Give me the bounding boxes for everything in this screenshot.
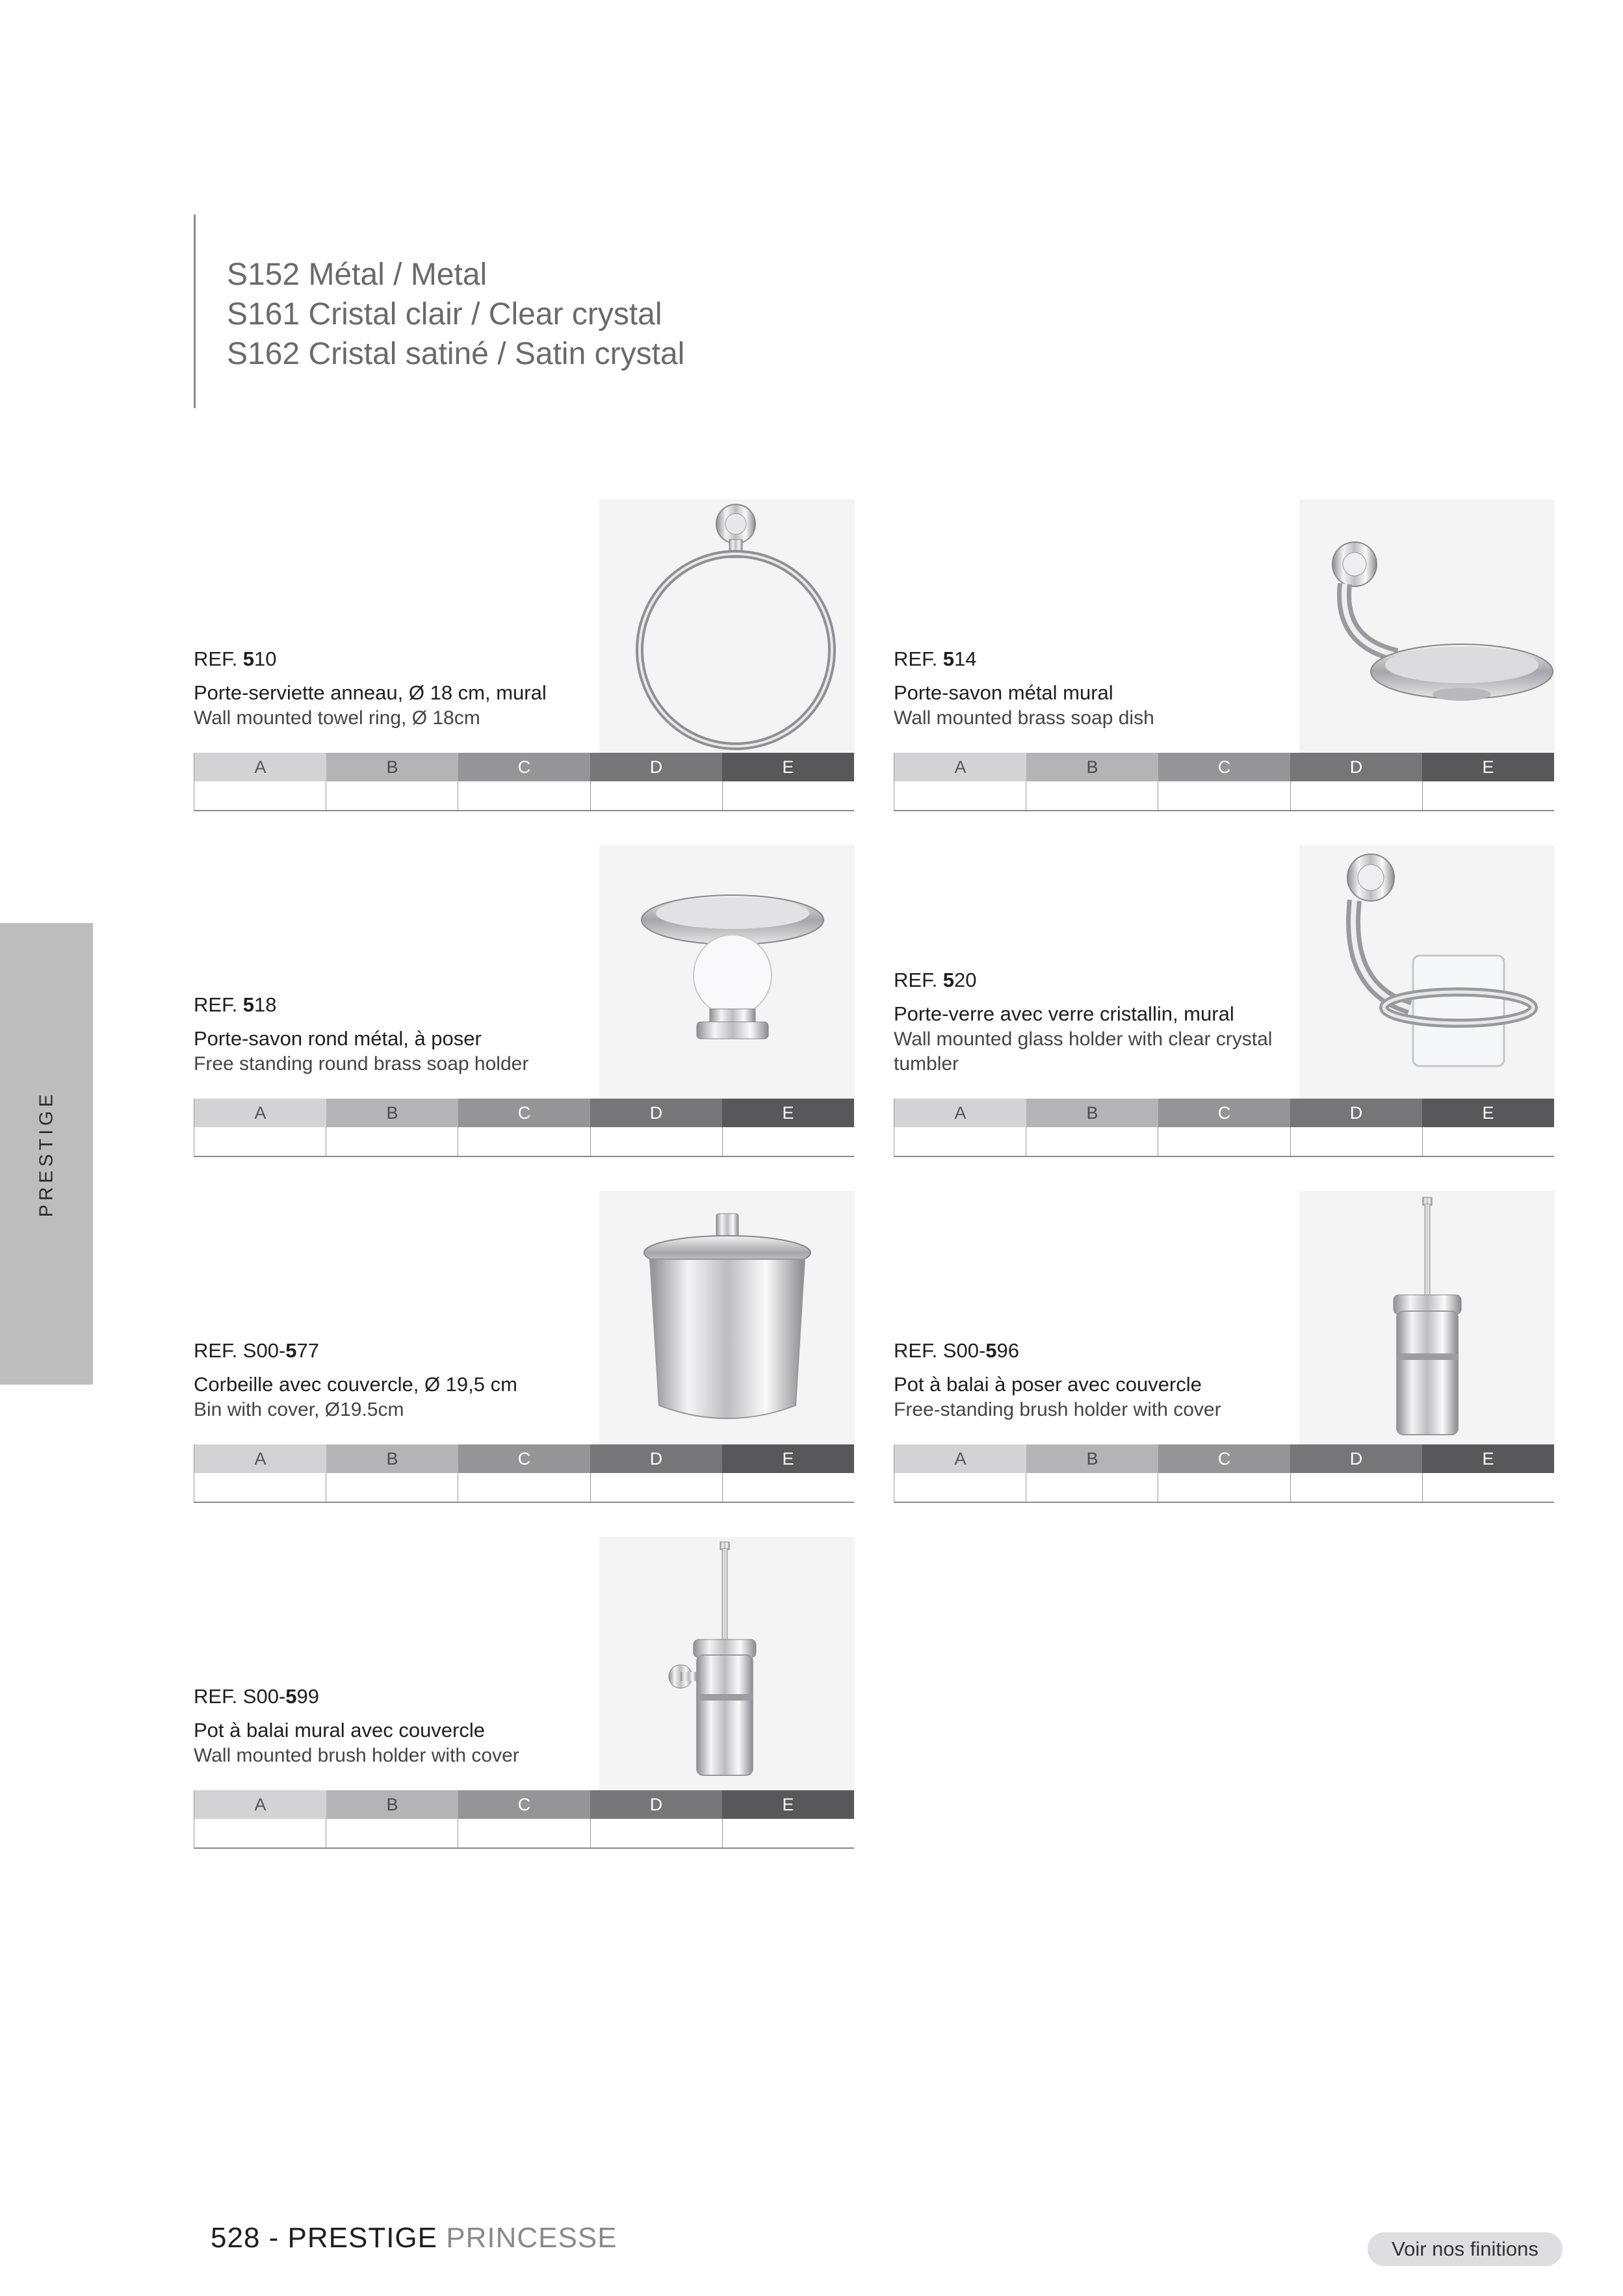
product-card	[194, 1191, 855, 1503]
glass-holder-image	[1299, 845, 1555, 1099]
column-header-b: B	[326, 753, 458, 781]
column-header-e: E	[1422, 1444, 1554, 1473]
product-card	[894, 845, 1555, 1157]
column-header-a: A	[194, 1099, 326, 1127]
column-header-d: D	[590, 1444, 722, 1473]
column-header-a: A	[194, 1444, 326, 1473]
product-name-en: Bin with cover, Ø19.5cm	[194, 1399, 404, 1420]
finish-price-table	[194, 1444, 854, 1503]
soap-dish-image	[1299, 499, 1555, 753]
column-header-c: C	[458, 1099, 590, 1127]
product-ref: REF. S00-599	[194, 1685, 320, 1708]
table-cell	[723, 1819, 854, 1847]
finish-price-table	[894, 753, 1554, 811]
towel-ring-image	[599, 499, 855, 753]
standing-brush-holder-image	[1299, 1191, 1555, 1444]
table-cell	[458, 1473, 590, 1502]
column-header-b: B	[1026, 1444, 1158, 1473]
table-cell	[194, 781, 326, 810]
finish-price-table	[894, 1099, 1554, 1157]
column-header-e: E	[722, 1790, 854, 1819]
product-name-en: Wall mounted glass holder with clear crystal tumbler	[894, 1028, 1273, 1075]
table-cell	[723, 1127, 854, 1156]
table-cell	[723, 781, 854, 810]
page-footer	[211, 2222, 617, 2254]
table-cell	[894, 1473, 1026, 1502]
column-header-d: D	[1290, 1444, 1422, 1473]
column-header-e: E	[722, 1444, 854, 1473]
column-header-b: B	[1026, 753, 1158, 781]
product-name-fr: Porte-savon rond métal, à poser	[194, 1027, 482, 1050]
finish-line: S152 Métal / Metal	[227, 257, 487, 292]
finish-line: S161 Cristal clair / Clear crystal	[227, 297, 662, 332]
column-header-e: E	[1422, 1099, 1554, 1127]
column-header-a: A	[894, 1099, 1026, 1127]
table-cell	[326, 781, 458, 810]
product-ref: REF. S00-577	[194, 1339, 320, 1362]
product-name-fr: Pot à balai mural avec couvercle	[194, 1719, 486, 1742]
bin-image	[599, 1191, 855, 1444]
product-card	[194, 845, 855, 1157]
table-cell	[1026, 1127, 1158, 1156]
product-name-fr: Porte-serviette anneau, Ø 18 cm, mural	[194, 681, 547, 704]
product-name-fr: Porte-verre avec verre cristallin, mural	[894, 1002, 1234, 1025]
product-name-fr: Corbeille avec couvercle, Ø 19,5 cm	[194, 1373, 517, 1396]
product-name-en: Wall mounted towel ring, Ø 18cm	[194, 707, 480, 729]
table-cell	[591, 1473, 723, 1502]
product-name-en: Free-standing brush holder with cover	[894, 1399, 1221, 1420]
product-ref: REF. 520	[894, 969, 977, 991]
column-header-a: A	[194, 753, 326, 781]
product-card	[894, 1191, 1555, 1503]
finish-price-table	[194, 1790, 854, 1849]
product-name-fr: Pot à balai à poser avec couvercle	[894, 1373, 1202, 1396]
table-cell	[1423, 1127, 1554, 1156]
finish-line: S162 Cristal satiné / Satin crystal	[227, 337, 685, 371]
table-cell	[1158, 1127, 1290, 1156]
column-header-b: B	[326, 1790, 458, 1819]
product-name-en: Wall mounted brush holder with cover	[194, 1745, 519, 1766]
column-header-a: A	[894, 753, 1026, 781]
table-cell	[1158, 781, 1290, 810]
standing-soap-holder-image	[599, 845, 855, 1099]
product-ref: REF. S00-596	[894, 1339, 1020, 1362]
table-cell	[1291, 781, 1423, 810]
column-header-e: E	[722, 1099, 854, 1127]
product-ref: REF. 514	[894, 647, 977, 670]
column-header-b: B	[1026, 1099, 1158, 1127]
table-cell	[591, 1819, 723, 1847]
column-header-d: D	[590, 1099, 722, 1127]
view-finishes-button[interactable]: Voir nos finitions	[1368, 2232, 1563, 2266]
column-header-d: D	[1290, 753, 1422, 781]
table-cell	[1158, 1473, 1290, 1502]
table-cell	[894, 781, 1026, 810]
product-card	[194, 499, 855, 811]
product-card	[194, 1537, 855, 1849]
product-ref: REF. 518	[194, 993, 277, 1016]
column-header-b: B	[326, 1099, 458, 1127]
column-header-a: A	[894, 1444, 1026, 1473]
column-header-c: C	[458, 753, 590, 781]
table-cell	[1026, 781, 1158, 810]
table-cell	[458, 1127, 590, 1156]
table-cell	[458, 781, 590, 810]
table-cell	[326, 1819, 458, 1847]
table-cell	[458, 1819, 590, 1847]
table-cell	[194, 1473, 326, 1502]
table-cell	[194, 1819, 326, 1847]
column-header-c: C	[1158, 1444, 1290, 1473]
column-header-c: C	[1158, 753, 1290, 781]
product-card	[894, 499, 1555, 811]
column-header-d: D	[1290, 1099, 1422, 1127]
table-cell	[194, 1127, 326, 1156]
table-cell	[326, 1473, 458, 1502]
table-cell	[1291, 1127, 1423, 1156]
column-header-c: C	[458, 1790, 590, 1819]
finish-price-table	[894, 1444, 1554, 1503]
table-cell	[723, 1473, 854, 1502]
finish-price-table	[194, 1099, 854, 1157]
table-cell	[1026, 1473, 1158, 1502]
table-cell	[894, 1127, 1026, 1156]
column-header-d: D	[590, 1790, 722, 1819]
product-name-fr: Porte-savon métal mural	[894, 681, 1113, 704]
table-cell	[1291, 1473, 1423, 1502]
column-header-c: C	[1158, 1099, 1290, 1127]
column-header-a: A	[194, 1790, 326, 1819]
collection-name: PRINCESSE	[446, 2222, 617, 2254]
finish-price-table	[194, 753, 854, 811]
section-side-tab-label: PRESTIGE	[36, 1090, 57, 1218]
column-header-c: C	[458, 1444, 590, 1473]
column-header-d: D	[590, 753, 722, 781]
product-name-en: Free standing round brass soap holder	[194, 1053, 529, 1075]
table-cell	[591, 781, 723, 810]
wall-brush-holder-image	[599, 1537, 855, 1790]
product-ref: REF. 510	[194, 647, 277, 670]
table-cell	[1423, 1473, 1554, 1502]
table-cell	[591, 1127, 723, 1156]
table-cell	[1423, 781, 1554, 810]
table-cell	[326, 1127, 458, 1156]
finishes-legend	[194, 215, 684, 408]
column-header-e: E	[722, 753, 854, 781]
column-header-b: B	[326, 1444, 458, 1473]
section-side-tab	[0, 923, 93, 1385]
page-number: 528 - PRESTIGE	[211, 2222, 438, 2254]
column-header-e: E	[1422, 753, 1554, 781]
product-name-en: Wall mounted brass soap dish	[894, 707, 1154, 729]
